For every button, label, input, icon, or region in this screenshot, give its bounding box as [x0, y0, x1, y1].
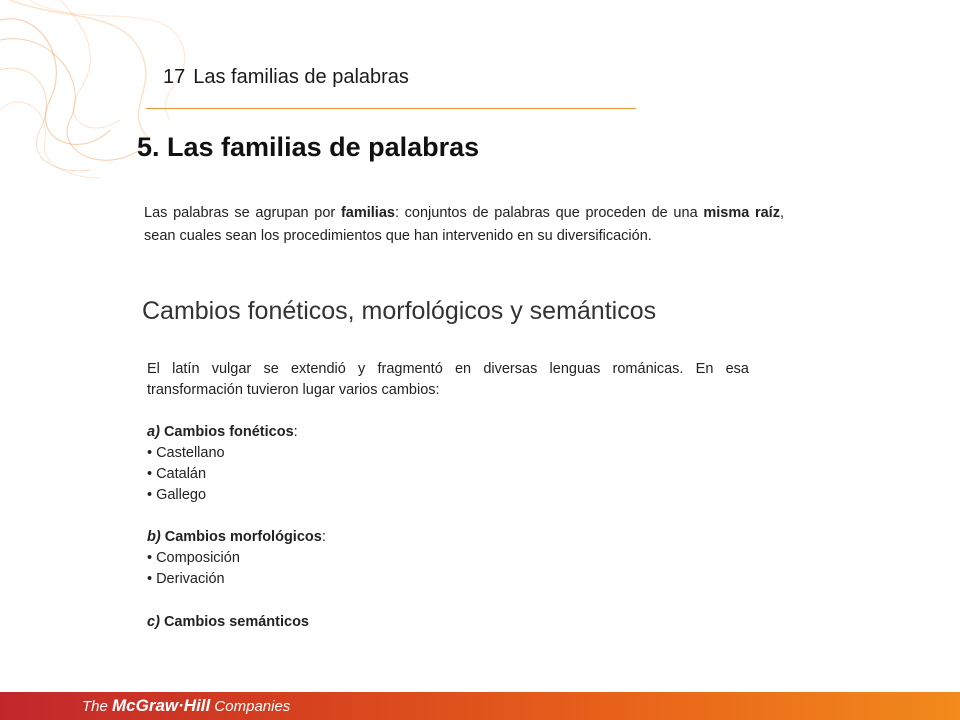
brand-suffix: Companies [210, 698, 291, 715]
chapter-number: 17 [163, 66, 186, 88]
list-item [147, 443, 749, 464]
section-a-name: Cambios fonéticos [163, 424, 294, 440]
list-item-label: Derivación [156, 571, 225, 587]
section-a-heading [147, 422, 749, 443]
chapter-header [163, 66, 409, 89]
bullet-icon: • [147, 466, 153, 482]
bullet-icon: • [147, 487, 153, 503]
section-c-heading [147, 612, 749, 633]
section-b-suffix: : [321, 529, 326, 545]
list-item-label: Composición [156, 550, 240, 566]
intro-text-2: : conjuntos de palabras que proceden de una [394, 205, 704, 221]
bullet-icon: • [147, 445, 153, 461]
footer-bar [0, 692, 960, 720]
section-b-heading [147, 527, 749, 548]
changes-body [147, 359, 749, 633]
publisher-logo [82, 696, 290, 717]
intro-text-3: , sean cuales sean los procedimientos que han intervenido en su diversificación. [144, 205, 784, 244]
body-paragraph: El latín vulgar se extendió y fragmentó en diversas lenguas románicas. En esa transformación tuvieron lugar varios cambios: [147, 361, 749, 398]
section-a-suffix: : [293, 424, 298, 440]
chapter-title: Las familias de palabras [193, 66, 409, 88]
intro-term-raiz: misma raíz [703, 205, 780, 221]
section-b-name: Cambios morfológicos [164, 529, 322, 545]
list-item [147, 485, 749, 506]
list-item [147, 569, 749, 590]
intro-term-familias: familias [340, 205, 395, 221]
list-item [147, 464, 749, 485]
section-c-letter: c) [147, 614, 160, 630]
list-item-label: Gallego [156, 487, 207, 503]
list-item-label: Catalán [156, 466, 207, 482]
list-item-label: Castellano [156, 445, 225, 461]
intro-paragraph [144, 202, 784, 248]
section-b-letter: b) [147, 529, 161, 545]
intro-text-1: Las palabras se agrupan por [144, 205, 341, 221]
subsection-title: Cambios fonéticos, morfológicos y semánticos [142, 297, 657, 325]
brand-name: McGraw·Hill [112, 696, 211, 715]
header-divider [146, 108, 636, 109]
list-item [147, 548, 749, 569]
section-c-name: Cambios semánticos [163, 614, 309, 630]
brand-prefix: The [82, 698, 113, 715]
section-title: 5. Las familias de palabras [137, 132, 480, 162]
bullet-icon: • [147, 571, 153, 587]
section-a-letter: a) [147, 424, 160, 440]
bullet-icon: • [147, 550, 153, 566]
